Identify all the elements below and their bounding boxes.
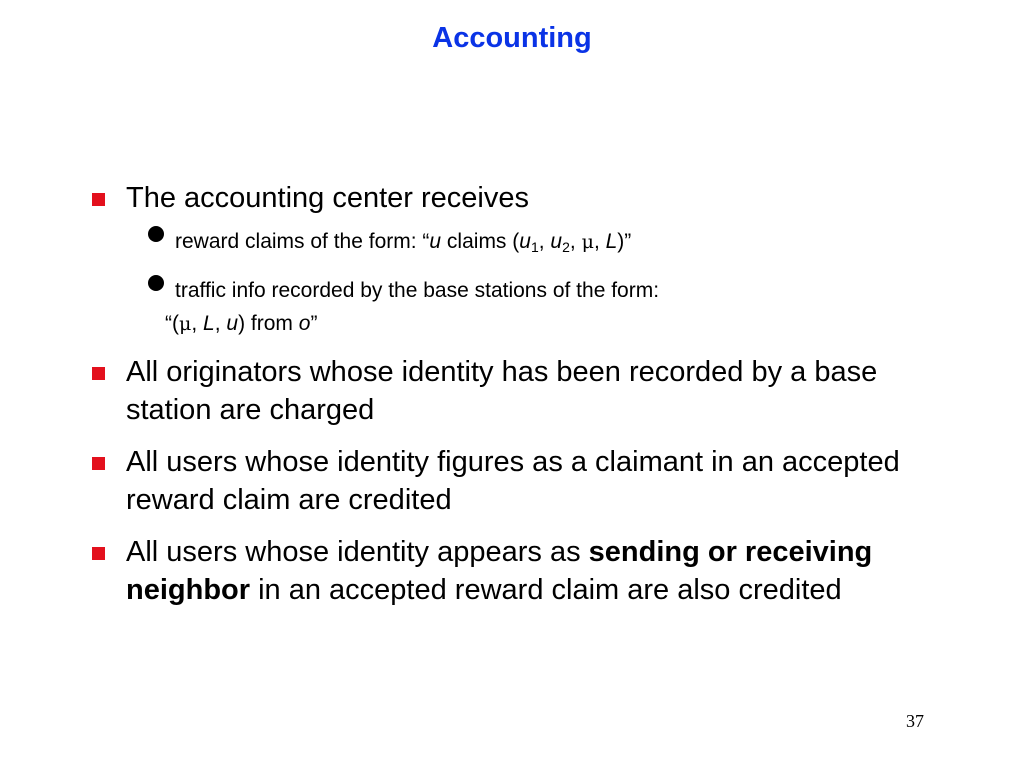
sub-bullet-2-line-2: “(μ, L, u) from o” <box>165 312 318 335</box>
bullet-4-text: All users whose identity appears as sending or receiving neighbor in an accepted reward claim are also credited <box>126 536 873 606</box>
bullet-square-icon <box>92 547 105 560</box>
bullet-4-bold-phrase: sending or receiving neighbor <box>126 536 873 606</box>
bullet-3-text: All users whose identity figures as a claimant in an accepted reward claim are credited <box>126 446 900 516</box>
sub-bullet-dot-icon <box>148 275 164 291</box>
sub-bullet-2-line-1: traffic info recorded by the base stations of the form: <box>175 279 660 302</box>
bullet-square-icon <box>92 193 105 206</box>
bullet-2-text: All originators whose identity has been recorded by a base station are charged <box>126 356 878 426</box>
bullet-square-icon <box>92 367 105 380</box>
slide-title: Accounting <box>432 22 592 54</box>
sub-bullet-dot-icon <box>148 226 164 242</box>
sub-bullet-1: reward claims of the form: “u claims ($u_1$, $u_2$, μ, L)” <box>175 230 632 255</box>
bullet-1-text: The accounting center receives <box>126 182 529 214</box>
bullet-square-icon <box>92 457 105 470</box>
page-number: 37 <box>906 711 924 731</box>
